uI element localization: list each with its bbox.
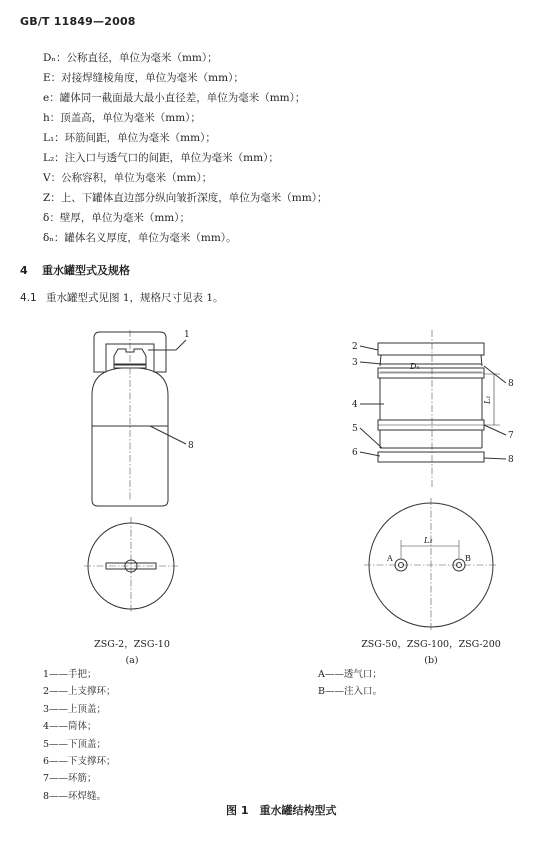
symbol-item: e：罐体同一截面最大最小直径差，单位为毫米（mm）； [43,92,306,104]
figure-b-caption: ZSG-50，ZSG-100，ZSG-200 [361,639,501,650]
callout-label: 4 [352,400,358,410]
symbol-item: L₁：环筋间距，单位为毫米（mm）； [43,132,216,144]
small-tank-callouts [148,330,194,451]
figure-a-label: (a) [125,655,139,666]
legend-item: A——透气口； [318,669,382,680]
callout-label: 6 [352,448,358,458]
symbol-item: Z：上、下罐体直边部分纵向皱折深度，单位为毫米（mm）； [43,192,328,204]
legend-item: 5——下顶盖； [43,738,107,750]
callout-label: 1 [184,330,190,340]
clause-text: 重水罐型式见图 1，规格尺寸见表 1。 [46,292,224,304]
large-tank-plan [364,498,498,632]
callout-label: 5 [352,424,358,434]
legend-item: B——注入口。 [318,686,382,698]
symbol-item: h：顶盖高，单位为毫米（mm）； [43,112,201,124]
small-tank-plan [84,517,178,613]
legend-item: 4——筒体； [43,721,97,733]
figure-b-label: (b) [424,655,438,666]
legend-item: 1——手把； [43,669,97,680]
callout-label: 8 [508,379,514,389]
symbol-item: δ：壁厚，单位为毫米（mm）； [43,212,190,224]
symbol-item: Dₙ：公称直径，单位为毫米（mm）； [43,52,218,64]
legend-left [43,666,116,805]
clause-number: 4.1 [20,292,37,304]
small-tank-elevation [92,330,168,506]
dimension-label: Dₙ [410,362,420,371]
section-number: 4 [20,264,28,277]
legend-item: 3——上顶盖； [43,703,107,715]
dimension-label: L₁ [483,395,492,404]
callout-label: 7 [508,431,514,441]
callout-label: 3 [352,358,358,368]
callout-label: 8 [188,441,194,451]
legend-item: 6——下支撑环； [43,756,116,768]
section-title: 重水罐型式及规格 [42,264,130,277]
standard-header: GB/T 11849—2008 [20,15,136,28]
callout-label: 2 [352,342,358,352]
port-label-a: A [387,554,393,563]
figure-a-caption: ZSG-2，ZSG-10 [94,639,170,650]
symbol-item: L₂：注入口与透气口的间距，单位为毫米（mm）； [43,152,279,164]
port-label-b: B [465,554,471,563]
dimension-label: L₂ [424,536,433,545]
large-tank-elevation [378,330,484,488]
symbol-item: V：公称容积，单位为毫米（mm）； [43,172,213,184]
legend-item: 2——上支撑环； [43,686,116,698]
figure-title: 图 1 重水罐结构型式 [226,804,337,817]
symbol-item: E：对接焊缝棱角度，单位为毫米（mm）； [43,72,244,84]
symbol-item: δₙ：罐体名义厚度，单位为毫米（mm）。 [43,232,237,244]
legend-item: 7——环筋； [43,773,97,785]
legend-item: 8——环焊缝。 [43,790,107,802]
callout-label: 8 [508,455,514,465]
legend-right [318,666,382,701]
